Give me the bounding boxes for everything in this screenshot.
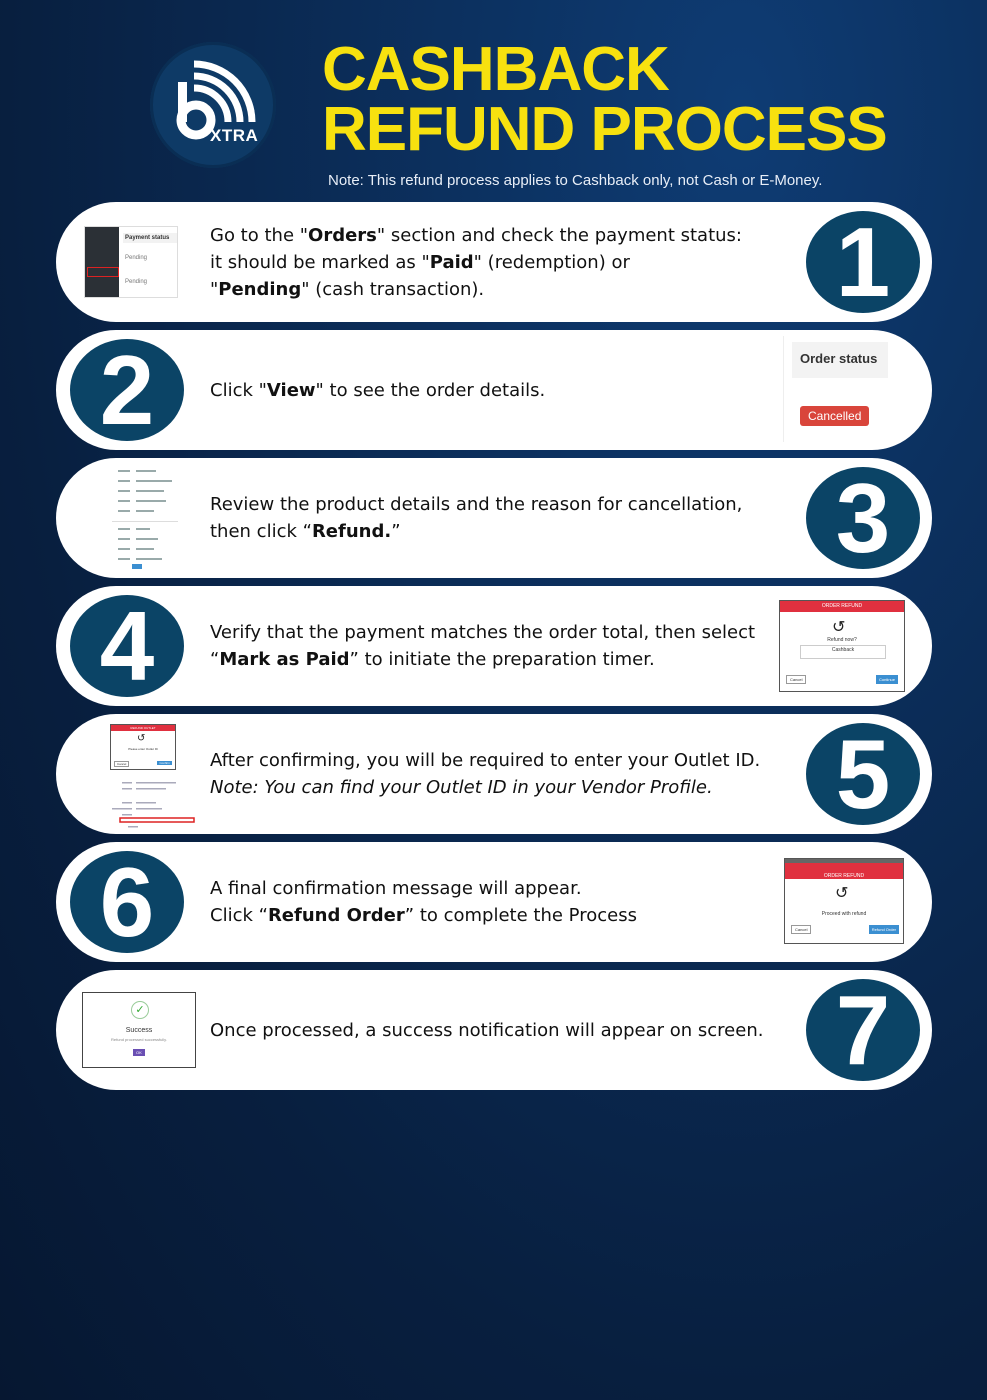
step-number-3: 3 — [806, 467, 920, 569]
step-7-screenshot — [82, 992, 196, 1068]
payment-status-header: Payment status — [123, 233, 178, 243]
step-6-text — [210, 842, 780, 962]
confirm-button[interactable]: Confirm — [159, 761, 170, 765]
refund-question: Refund now? — [827, 637, 857, 643]
step-line: Once processed, a success notification will appear on screen. — [210, 1019, 764, 1041]
step-1-text — [210, 202, 780, 322]
step-line: Click "View" to see the order details. — [210, 379, 546, 401]
step-line: Click “Refund Order” to complete the Process — [210, 905, 637, 926]
refund-order-button[interactable]: Refund Order — [869, 925, 899, 934]
refund-icon: ↺ — [835, 883, 849, 902]
page-title — [322, 35, 887, 164]
step-line: A final confirmation message will appear. — [210, 878, 582, 899]
step-number-2: 2 — [70, 339, 184, 441]
step-line: After confirming, you will be required to enter your Outlet ID. — [210, 750, 761, 771]
logo-icon — [150, 42, 276, 168]
success-title: Success — [125, 1027, 153, 1034]
step-2-card — [56, 330, 932, 450]
logo-text: XTRA — [210, 126, 259, 145]
check-icon: ✓ — [131, 1001, 149, 1019]
step-line: then click “Refund.” — [210, 521, 401, 542]
step-7-card — [56, 970, 932, 1090]
cancel-button[interactable]: Cancel — [786, 675, 806, 684]
step-6-card — [56, 842, 932, 962]
step-number-1: 1 — [806, 211, 920, 313]
proceed-message: Proceed with refund — [821, 911, 867, 917]
orders-highlight — [87, 267, 119, 277]
step-4-card — [56, 586, 932, 706]
step-line: “Mark as Paid” to initiate the preparation timer. — [210, 649, 655, 670]
step-line: it should be marked as "Paid" (redemption) or — [210, 251, 630, 273]
step-line: Go to the "Orders" section and check the payment status: — [210, 224, 742, 246]
outlet-modal — [110, 724, 176, 770]
step-note: Note: You can find your Outlet ID in your Vendor Profile. — [210, 777, 713, 798]
step-3-card — [56, 458, 932, 578]
success-message: Refund processed successfully. — [111, 1037, 167, 1042]
continue-button[interactable]: Continue — [876, 675, 898, 684]
step-number-7: 7 — [806, 979, 920, 1081]
step-line: "Pending" (cash transaction). — [210, 278, 485, 300]
sidebar-mock — [85, 227, 119, 297]
outlet-prompt: Please enter Outlet ID — [128, 747, 158, 751]
step-2-screenshot — [783, 336, 896, 442]
scope-note: Note: This refund process applies to Cashback only, not Cash or E-Money. — [328, 172, 823, 189]
step-2-text — [210, 330, 780, 450]
step-number-6: 6 — [70, 851, 184, 953]
title-line-1: CASHBACK — [322, 35, 669, 104]
step-number-4: 4 — [70, 595, 184, 697]
status-pending-1: Pending — [125, 255, 148, 261]
step-1-card — [56, 202, 932, 322]
step-line: Verify that the payment matches the order total, then select — [210, 622, 756, 643]
modal-header: ORDER REFUND — [785, 859, 903, 879]
step-1-screenshot — [84, 226, 178, 298]
title-line-2: REFUND PROCESS — [322, 95, 887, 164]
cancel-button[interactable]: Cancel — [791, 925, 811, 934]
step-3-text — [210, 458, 780, 578]
outlet-modal-header: REFUND OUTLET — [111, 725, 175, 731]
order-details-mock — [112, 466, 178, 570]
refund-icon: ↺ — [137, 733, 146, 744]
vendor-form-mock — [92, 772, 196, 828]
refund-icon: ↺ — [832, 617, 846, 636]
modal-header: ORDER REFUND — [780, 601, 904, 612]
step-7-text — [210, 970, 780, 1090]
status-pending-2: Pending — [125, 279, 148, 285]
cancel-button[interactable]: Cancel — [114, 761, 129, 767]
step-4-screenshot — [779, 600, 905, 692]
step-6-screenshot — [784, 858, 904, 944]
step-number-5: 5 — [806, 723, 920, 825]
cancelled-badge: Cancelled — [800, 406, 869, 426]
step-5-screenshot — [92, 720, 196, 828]
step-4-text — [210, 586, 780, 706]
step-5-text — [210, 714, 780, 834]
bxtra-logo — [150, 42, 276, 168]
order-status-header: Order status — [792, 342, 888, 378]
step-3-screenshot — [112, 466, 178, 570]
step-5-card — [56, 714, 932, 834]
ok-button[interactable]: OK — [133, 1049, 145, 1056]
step-line: Review the product details and the reason for cancellation, — [210, 494, 743, 515]
cashback-field[interactable]: Cashback — [800, 645, 886, 659]
